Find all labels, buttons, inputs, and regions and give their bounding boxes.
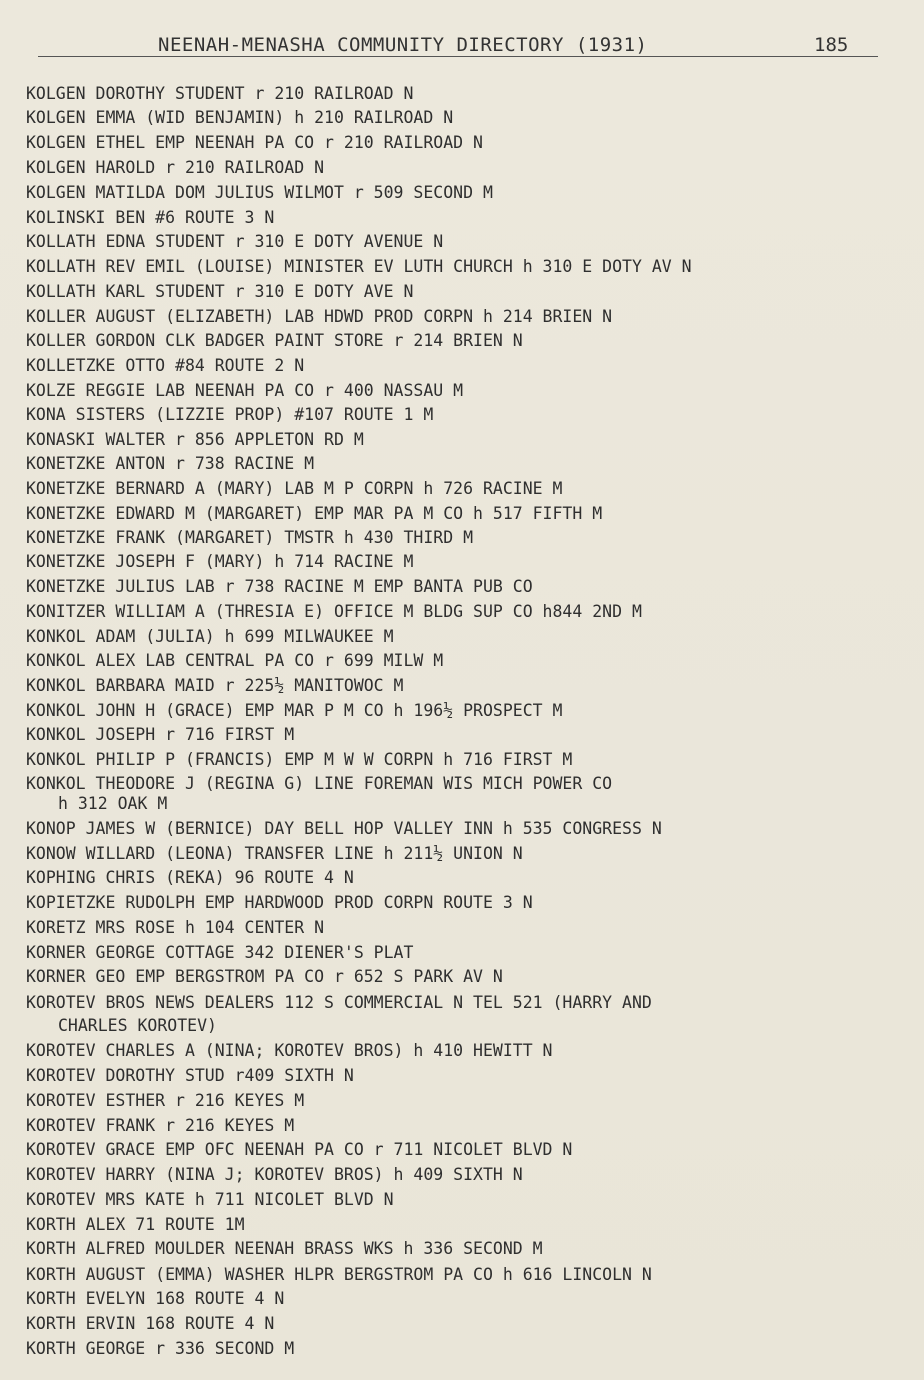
directory-entry: KONETZKE FRANK (MARGARET) TMSTR h 430 THIRD M [26, 528, 474, 547]
directory-entry: KOROTEV HARRY (NINA J; KOROTEV BROS) h 409 SIXTH N [26, 1165, 523, 1184]
directory-entry: KORNER GEORGE COTTAGE 342 DIENER'S PLAT [26, 943, 414, 962]
directory-entry: KOLINSKI BEN #6 ROUTE 3 N [26, 208, 275, 227]
directory-entry: KONETZKE JULIUS LAB r 738 RACINE M EMP BANTA PUB CO [26, 577, 533, 596]
directory-entry-continuation: h 312 OAK M [58, 794, 168, 813]
directory-entry: KONOW WILLARD (LEONA) TRANSFER LINE h 211½ UNION N [26, 844, 523, 863]
page-number: 185 [814, 34, 849, 56]
directory-entry: KOLLER AUGUST (ELIZABETH) LAB HDWD PROD CORPN h 214 BRIEN N [26, 307, 613, 326]
directory-entry: KOLLETZKE OTTO #84 ROUTE 2 N [26, 356, 305, 375]
directory-entry: KONOP JAMES W (BERNICE) DAY BELL HOP VALLEY INN h 535 CONGRESS N [26, 819, 662, 838]
directory-entry: KONA SISTERS (LIZZIE PROP) #107 ROUTE 1 M [26, 405, 434, 424]
directory-entry: KOPIETZKE RUDOLPH EMP HARDWOOD PROD CORPN ROUTE 3 N [26, 893, 533, 912]
directory-entry: KOLLER GORDON CLK BADGER PAINT STORE r 214 BRIEN N [26, 331, 523, 350]
directory-entry: KORTH GEORGE r 336 SECOND M [26, 1339, 295, 1358]
directory-entry: KONKOL BARBARA MAID r 225½ MANITOWOC M [26, 676, 404, 695]
directory-entry: KOROTEV DOROTHY STUD r409 SIXTH N [26, 1066, 354, 1085]
directory-entry: KORTH ALFRED MOULDER NEENAH BRASS WKS h 336 SECOND M [26, 1239, 543, 1258]
directory-entry: KONETZKE JOSEPH F (MARY) h 714 RACINE M [26, 552, 414, 571]
directory-entry: KONKOL THEODORE J (REGINA G) LINE FOREMAN WIS MICH POWER CO [26, 774, 613, 793]
directory-entry-continuation: CHARLES KOROTEV) [58, 1016, 217, 1035]
directory-entry: KOLLATH EDNA STUDENT r 310 E DOTY AVENUE N [26, 232, 444, 251]
directory-entry: KOROTEV BROS NEWS DEALERS 112 S COMMERCIAL N TEL 521 (HARRY AND [26, 993, 652, 1012]
directory-entry: KORNER GEO EMP BERGSTROM PA CO r 652 S PARK AV N [26, 967, 503, 986]
directory-entry: KOLLATH KARL STUDENT r 310 E DOTY AVE N [26, 282, 414, 301]
directory-entry: KONKOL JOSEPH r 716 FIRST M [26, 725, 295, 744]
directory-entry: KOLGEN ETHEL EMP NEENAH PA CO r 210 RAILROAD N [26, 133, 483, 152]
directory-entry: KOLGEN MATILDA DOM JULIUS WILMOT r 509 SECOND M [26, 183, 493, 202]
directory-entry: KORETZ MRS ROSE h 104 CENTER N [26, 918, 325, 937]
page-title: NEENAH-MENASHA COMMUNITY DIRECTORY (1931) [158, 34, 648, 56]
directory-entry: KORTH ERVIN 168 ROUTE 4 N [26, 1314, 275, 1333]
directory-entry: KONETZKE EDWARD M (MARGARET) EMP MAR PA M CO h 517 FIFTH M [26, 504, 603, 523]
directory-entry: KOROTEV ESTHER r 216 KEYES M [26, 1091, 305, 1110]
directory-entry: KONKOL PHILIP P (FRANCIS) EMP M W W CORPN h 716 FIRST M [26, 750, 573, 769]
directory-entry: KORTH EVELYN 168 ROUTE 4 N [26, 1289, 285, 1308]
directory-entry: KOLGEN HAROLD r 210 RAILROAD N [26, 158, 325, 177]
directory-entry: KOLZE REGGIE LAB NEENAH PA CO r 400 NASSAU M [26, 381, 464, 400]
directory-entry: KOROTEV FRANK r 216 KEYES M [26, 1116, 295, 1135]
directory-entry: KONITZER WILLIAM A (THRESIA E) OFFICE M BLDG SUP CO h844 2ND M [26, 602, 642, 621]
directory-entry: KONETZKE BERNARD A (MARY) LAB M P CORPN h 726 RACINE M [26, 479, 563, 498]
directory-entry: KOPHING CHRIS (REKA) 96 ROUTE 4 N [26, 868, 354, 887]
directory-entry: KONKOL ALEX LAB CENTRAL PA CO r 699 MILW M [26, 651, 444, 670]
directory-entry: KOLLATH REV EMIL (LOUISE) MINISTER EV LUTH CHURCH h 310 E DOTY AV N [26, 257, 692, 276]
directory-entry: KONASKI WALTER r 856 APPLETON RD M [26, 430, 364, 449]
directory-entry: KOROTEV CHARLES A (NINA; KOROTEV BROS) h 410 HEWITT N [26, 1041, 553, 1060]
directory-entry: KORTH AUGUST (EMMA) WASHER HLPR BERGSTROM PA CO h 616 LINCOLN N [26, 1265, 652, 1284]
directory-entry: KONKOL JOHN H (GRACE) EMP MAR P M CO h 196½ PROSPECT M [26, 701, 563, 720]
directory-entry: KONETZKE ANTON r 738 RACINE M [26, 454, 315, 473]
directory-entry: KOROTEV MRS KATE h 711 NICOLET BLVD N [26, 1190, 394, 1209]
directory-entry: KOROTEV GRACE EMP OFC NEENAH PA CO r 711 NICOLET BLVD N [26, 1140, 573, 1159]
directory-entry: KONKOL ADAM (JULIA) h 699 MILWAUKEE M [26, 627, 394, 646]
directory-entry: KORTH ALEX 71 ROUTE 1M [26, 1215, 245, 1234]
directory-entry: KOLGEN EMMA (WID BENJAMIN) h 210 RAILROAD N [26, 108, 454, 127]
directory-entry: KOLGEN DOROTHY STUDENT r 210 RAILROAD N [26, 84, 414, 103]
